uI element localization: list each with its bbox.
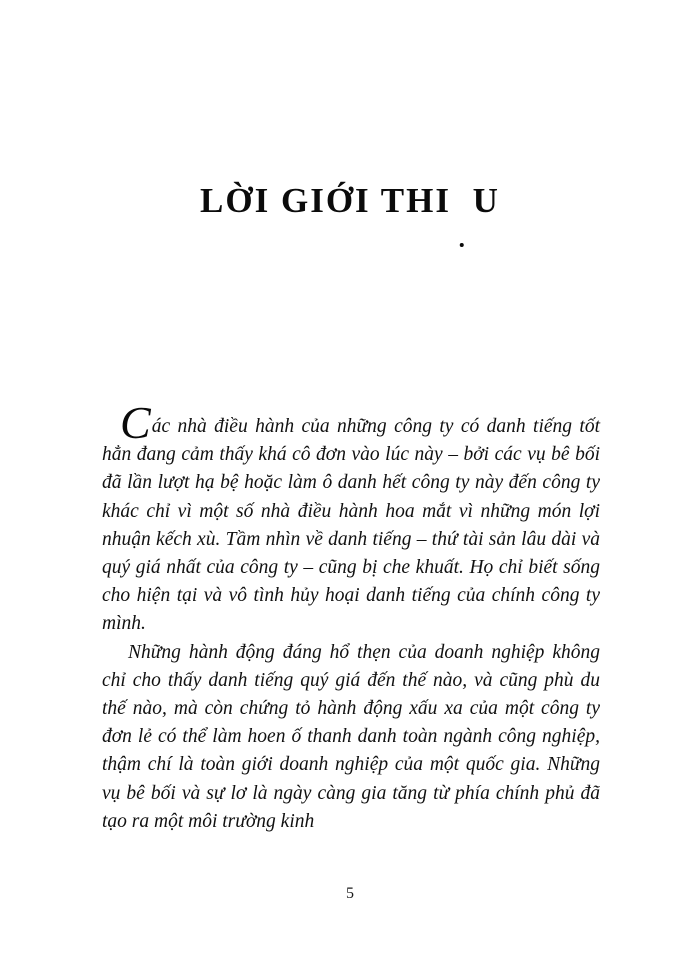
chapter-title	[0, 179, 700, 223]
paragraph-1	[102, 397, 600, 639]
chapter-title-part-1: LỜI GIỚI THI	[200, 181, 451, 221]
paragraph-2: Những hành động đáng hổ thẹn của doanh nghiệp không chỉ cho thấy danh tiếng quý giá đến thế nào, và cũng phù du thế nào, mà còn chứng tỏ hành động xấu xa của một công ty đơn lẻ có thể làm hoen ố thanh danh toàn ngành công nghiệp, thậm chí là toàn giới doanh nghiệp của một quốc gia. Những vụ bê bối và sự lơ là ngày càng gia tăng từ phía chính phủ đã tạo ra một môi trường kinh	[102, 641, 600, 832]
drop-cap-initial: C	[120, 397, 151, 448]
page-number: 5	[346, 885, 354, 902]
chapter-title-part-2: U	[472, 181, 500, 221]
paragraph-1-text: ác nhà điều hành của những công ty có danh tiếng tốt hẳn đang cảm thấy khá cô đơn vào lúc này – bởi các vụ bê bối đã lần lượt hạ bệ hoặc làm ô danh hết công ty này đến công ty khác chỉ vì một số nhà điều hành hoa mắt vì những món lợi nhuận kếch xù. Tầm nhìn về danh tiếng – thứ tài sản lâu dài và quý giá nhất của công ty – cũng bị che khuất. Họ chỉ biết sống cho hiện tại và vô tình hủy hoại danh tiếng của chính công ty mình.	[102, 416, 600, 635]
body-text-block	[102, 397, 600, 836]
